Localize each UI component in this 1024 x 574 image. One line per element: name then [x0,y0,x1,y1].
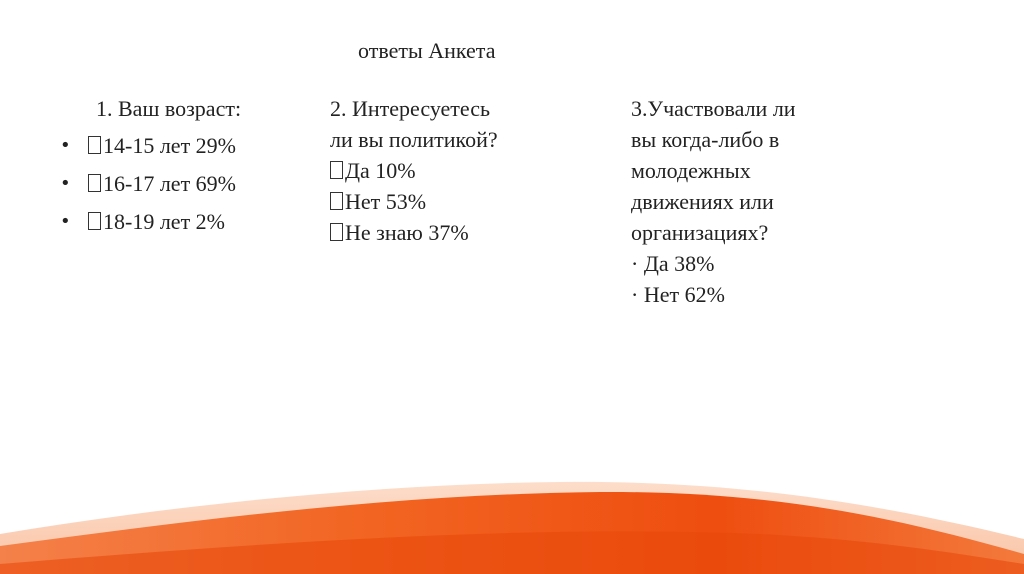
question-1-answers [58,130,308,237]
checkbox-glyph-icon [88,136,101,154]
list-item [58,168,308,199]
bullet-icon: • [60,135,71,156]
list-item [58,206,308,237]
question-2-block [330,93,570,248]
checkbox-glyph-icon [330,223,343,241]
decorative-wave [0,464,1024,574]
answer-text: Не знаю 37% [345,220,469,245]
list-item [330,217,570,248]
question-3-answers [631,248,881,310]
answer-text: Да 10% [345,158,416,183]
checkbox-glyph-icon [88,212,101,230]
answer-text: Нет 53% [345,189,427,214]
bullet-icon: • [60,173,71,194]
question-1-text: 1. Ваш возраст: [96,96,242,121]
bullet-icon: • [60,211,71,232]
list-item [58,130,308,161]
checkbox-glyph-icon [330,161,343,179]
question-2-line: 2. Интересуетесь [330,96,491,121]
question-3-line: движениях или [631,189,774,214]
checkbox-glyph-icon [88,174,101,192]
answer-text: 18-19 лет 2% [103,209,226,234]
list-item [330,186,570,217]
list-item [330,155,570,186]
question-3-line: 3.Участвовали ли [631,96,796,121]
question-3-line: молодежных [631,158,751,183]
answer-text: 14-15 лет 29% [103,133,237,158]
list-item: · Да 38% [631,251,715,276]
list-item: · Нет 62% [631,282,725,307]
question-1-block [58,93,308,244]
question-3-line: вы когда-либо в [631,127,780,152]
question-3-line: организациях? [631,220,769,245]
slide-title: ответы Анкета [358,38,496,63]
answer-text: 16-17 лет 69% [103,171,237,196]
checkbox-glyph-icon [330,192,343,210]
question-3-block [631,93,881,310]
question-2-answers [330,155,570,248]
question-2-line: ли вы политикой? [330,127,498,152]
